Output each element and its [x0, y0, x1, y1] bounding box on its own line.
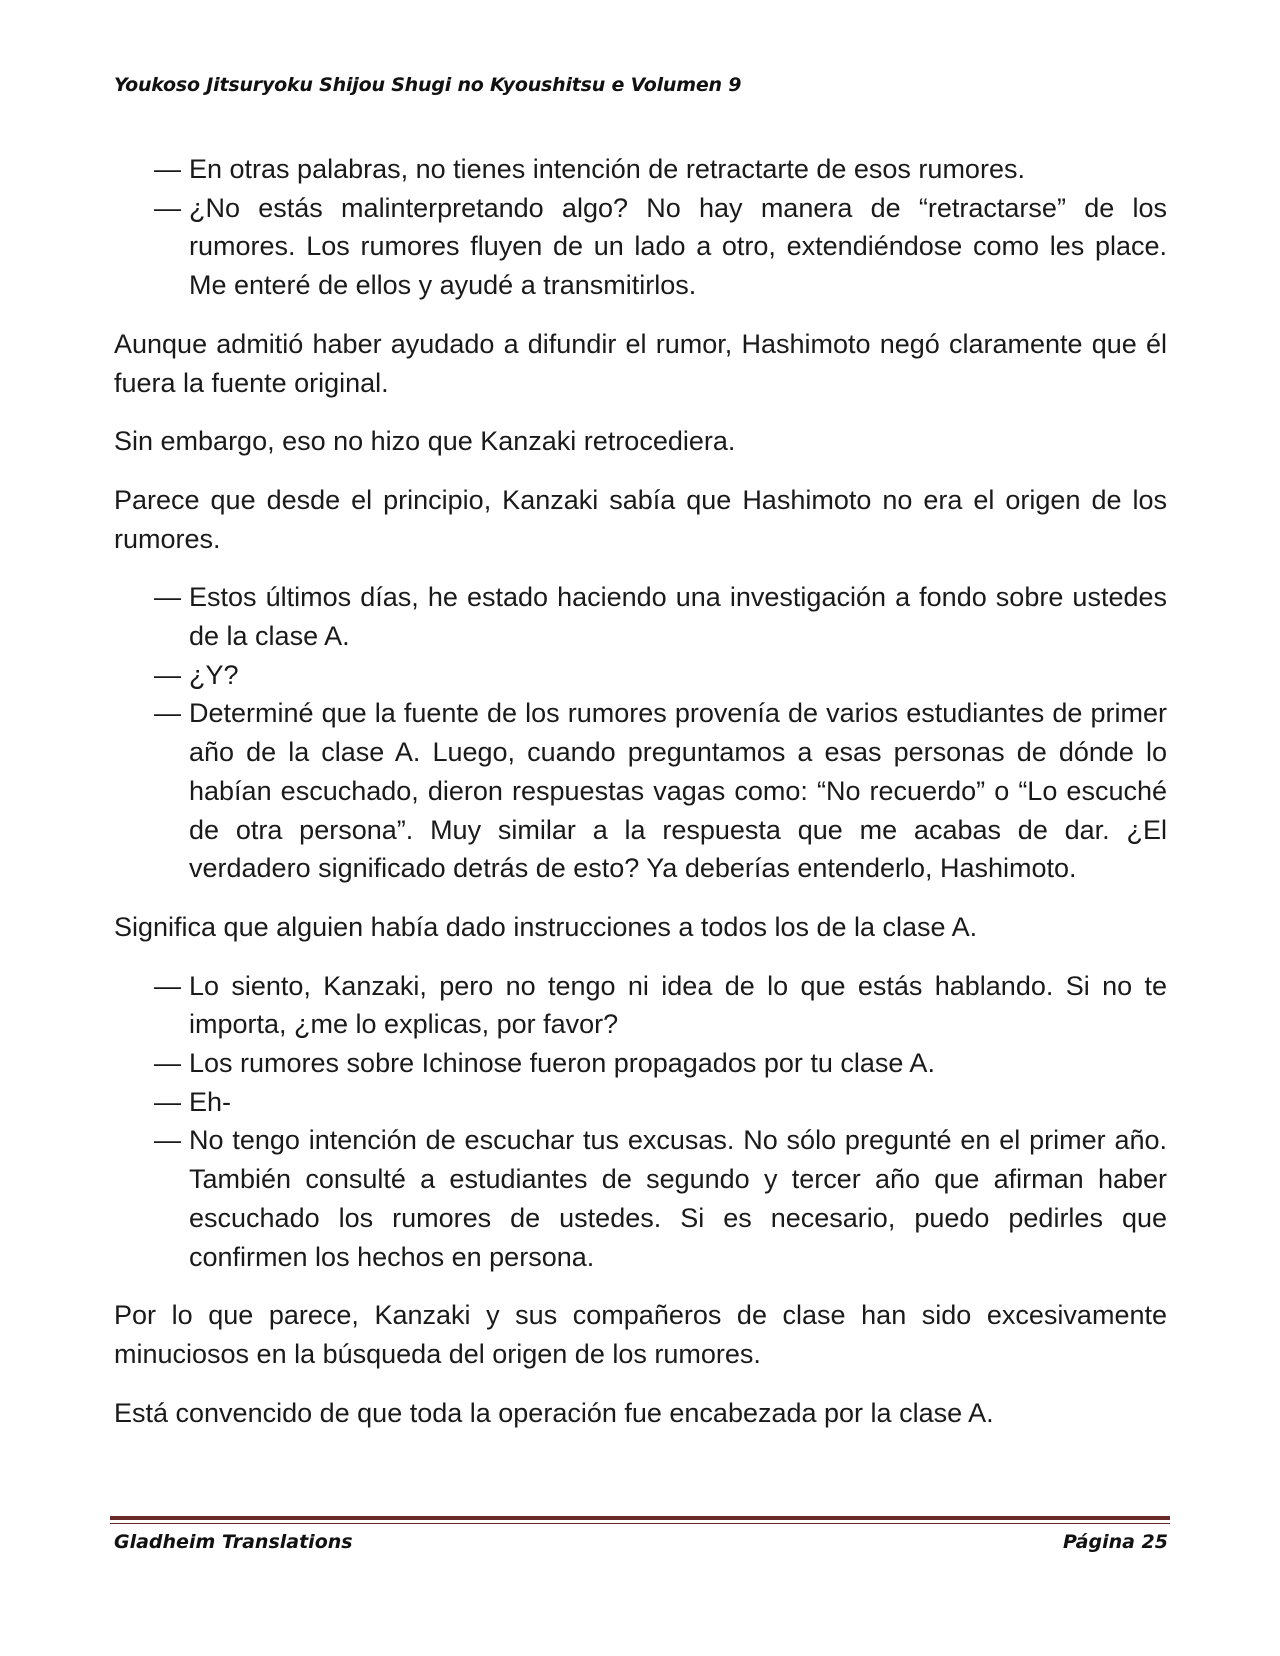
dialogue-text: No tengo intención de escuchar tus excusas. No sólo pregunté en el primer año. También consulté a estudiantes de segundo y tercer año que afirman haber escuchado los rumores de ustedes. Si es necesario, puedo pedirles que confirmen los hechos en persona.	[189, 1125, 1167, 1272]
paragraph: Significa que alguien había dado instrucciones a todos los de la clase A.	[114, 911, 978, 942]
dialogue-block-2	[114, 578, 1167, 888]
paragraph: Por lo que parece, Kanzaki y sus compañeros de clase han sido excesivamente minuciosos en la búsqueda del origen de los rumores.	[114, 1300, 1167, 1369]
dialogue-text: En otras palabras, no tienes intención de retractarte de esos rumores.	[189, 154, 1025, 184]
dialogue-dash: —	[154, 192, 181, 223]
dialogue-dash: —	[154, 1086, 181, 1117]
dialogue-line	[114, 1044, 1167, 1083]
dialogue-dash: —	[154, 970, 181, 1001]
dialogue-text: ¿No estás malinterpretando algo? No hay manera de “retractarse” de los rumores. Los rumores fluyen de un lado a otro, extendiéndose como les place. Me enteré de ellos y ayudé a transmitirlos.	[189, 192, 1167, 301]
paragraph: Parece que desde el principio, Kanzaki sabía que Hashimoto no era el origen de los rumores.	[114, 484, 1167, 554]
footer-page-number: Página 25	[1062, 1531, 1168, 1553]
dialogue-block-3	[114, 967, 1167, 1277]
dialogue-block-1	[114, 150, 1167, 305]
dialogue-line	[114, 1121, 1167, 1276]
dialogue-dash: —	[154, 1048, 181, 1079]
dialogue-text: ¿Y?	[189, 659, 239, 690]
dialogue-dash: —	[154, 154, 181, 184]
dialogue-line	[114, 150, 1167, 189]
page-content	[114, 150, 1167, 1452]
paragraph: Aunque admitió haber ayudado a difundir el rumor, Hashimoto negó claramente que él fuera la fuente original.	[114, 328, 1167, 398]
dialogue-line	[114, 967, 1167, 1044]
dialogue-dash: —	[154, 698, 181, 729]
dialogue-text: Determiné que la fuente de los rumores provenía de varios estudiantes de primer año de la clase A. Luego, cuando preguntamos a esas personas de dónde lo habían escuchado, dieron respuestas vagas como: “No recuerdo” o “Lo escuché de otra persona”. Muy similar a la respuesta que me acabas de dar. ¿El verdadero significado detrás de esto? Ya deberías entenderlo, Hashimoto.	[189, 698, 1167, 884]
dialogue-text: Los rumores sobre Ichinose fueron propagados por tu clase A.	[189, 1048, 935, 1079]
dialogue-text: Estos últimos días, he estado haciendo una investigación a fondo sobre ustedes de la clase A.	[189, 582, 1167, 652]
dialogue-line	[114, 578, 1167, 655]
dialogue-dash: —	[154, 582, 181, 613]
dialogue-dash: —	[154, 1125, 181, 1156]
dialogue-line	[114, 1083, 1167, 1122]
dialogue-text: Eh-	[189, 1086, 232, 1117]
page-header-title: Youkoso Jitsuryoku Shijou Shugi no Kyoushitsu e Volumen 9	[114, 74, 742, 96]
dialogue-line	[114, 189, 1167, 305]
dialogue-text: Lo siento, Kanzaki, pero no tengo ni idea de lo que estás hablando. Si no te importa, ¿me lo explicas, por favor?	[189, 970, 1167, 1040]
paragraph: Está convencido de que toda la operación fue encabezada por la clase A.	[114, 1397, 994, 1428]
dialogue-dash: —	[154, 659, 181, 690]
paragraph: Sin embargo, eso no hizo que Kanzaki retrocediera.	[114, 426, 736, 457]
footer-divider	[110, 1516, 1170, 1520]
footer-translator: Gladheim Translations	[114, 1531, 353, 1553]
dialogue-line	[114, 694, 1167, 888]
dialogue-line	[114, 656, 1167, 695]
footer-divider-thin	[110, 1523, 1170, 1524]
